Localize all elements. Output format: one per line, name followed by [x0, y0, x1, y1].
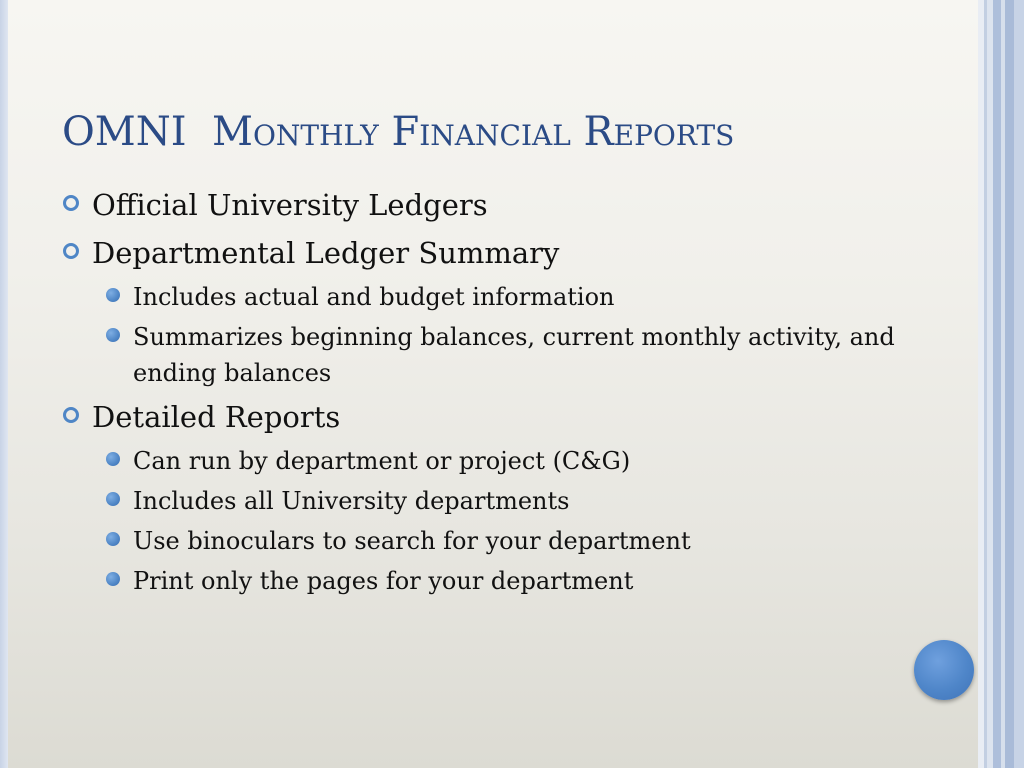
sub-bullet-text: Includes actual and budget information: [133, 283, 615, 311]
dot-bullet-icon: [106, 532, 120, 546]
decorative-circle: [914, 640, 974, 700]
sub-bullet-item: [62, 483, 942, 519]
dot-bullet-icon: [106, 492, 120, 506]
sub-bullet-text: Can run by department or project (C&G): [133, 447, 631, 475]
bullet-text: Official University Ledgers: [92, 188, 488, 222]
sub-bullet-item: [62, 279, 942, 315]
bullet-item: [62, 185, 942, 225]
sub-bullet-text: Print only the pages for your department: [133, 567, 634, 595]
sub-bullet-text: Summarizes beginning balances, current monthly activity, and ending balances: [133, 323, 895, 387]
left-border: [0, 0, 8, 768]
sub-bullet-item: [62, 563, 942, 599]
ring-bullet-icon: [63, 407, 79, 423]
dot-bullet-icon: [106, 452, 120, 466]
ring-bullet-icon: [63, 195, 79, 211]
ring-bullet-icon: [63, 243, 79, 259]
bullet-text: Departmental Ledger Summary: [92, 236, 560, 270]
slide-title: OMNI Monthly Financial Reports: [62, 109, 735, 155]
sub-bullet-item: [62, 523, 942, 559]
dot-bullet-icon: [106, 328, 120, 342]
dot-bullet-icon: [106, 572, 120, 586]
dot-bullet-icon: [106, 288, 120, 302]
right-decorative-stripes: [978, 0, 1024, 768]
sub-bullet-text: Use binoculars to search for your department: [133, 527, 691, 555]
bullet-list: [62, 185, 942, 605]
sub-bullet-item: [62, 319, 942, 391]
bullet-item: [62, 397, 942, 437]
sub-bullet-item: [62, 443, 942, 479]
bullet-item: [62, 233, 942, 273]
sub-bullet-text: Includes all University departments: [133, 487, 570, 515]
bullet-text: Detailed Reports: [92, 400, 341, 434]
